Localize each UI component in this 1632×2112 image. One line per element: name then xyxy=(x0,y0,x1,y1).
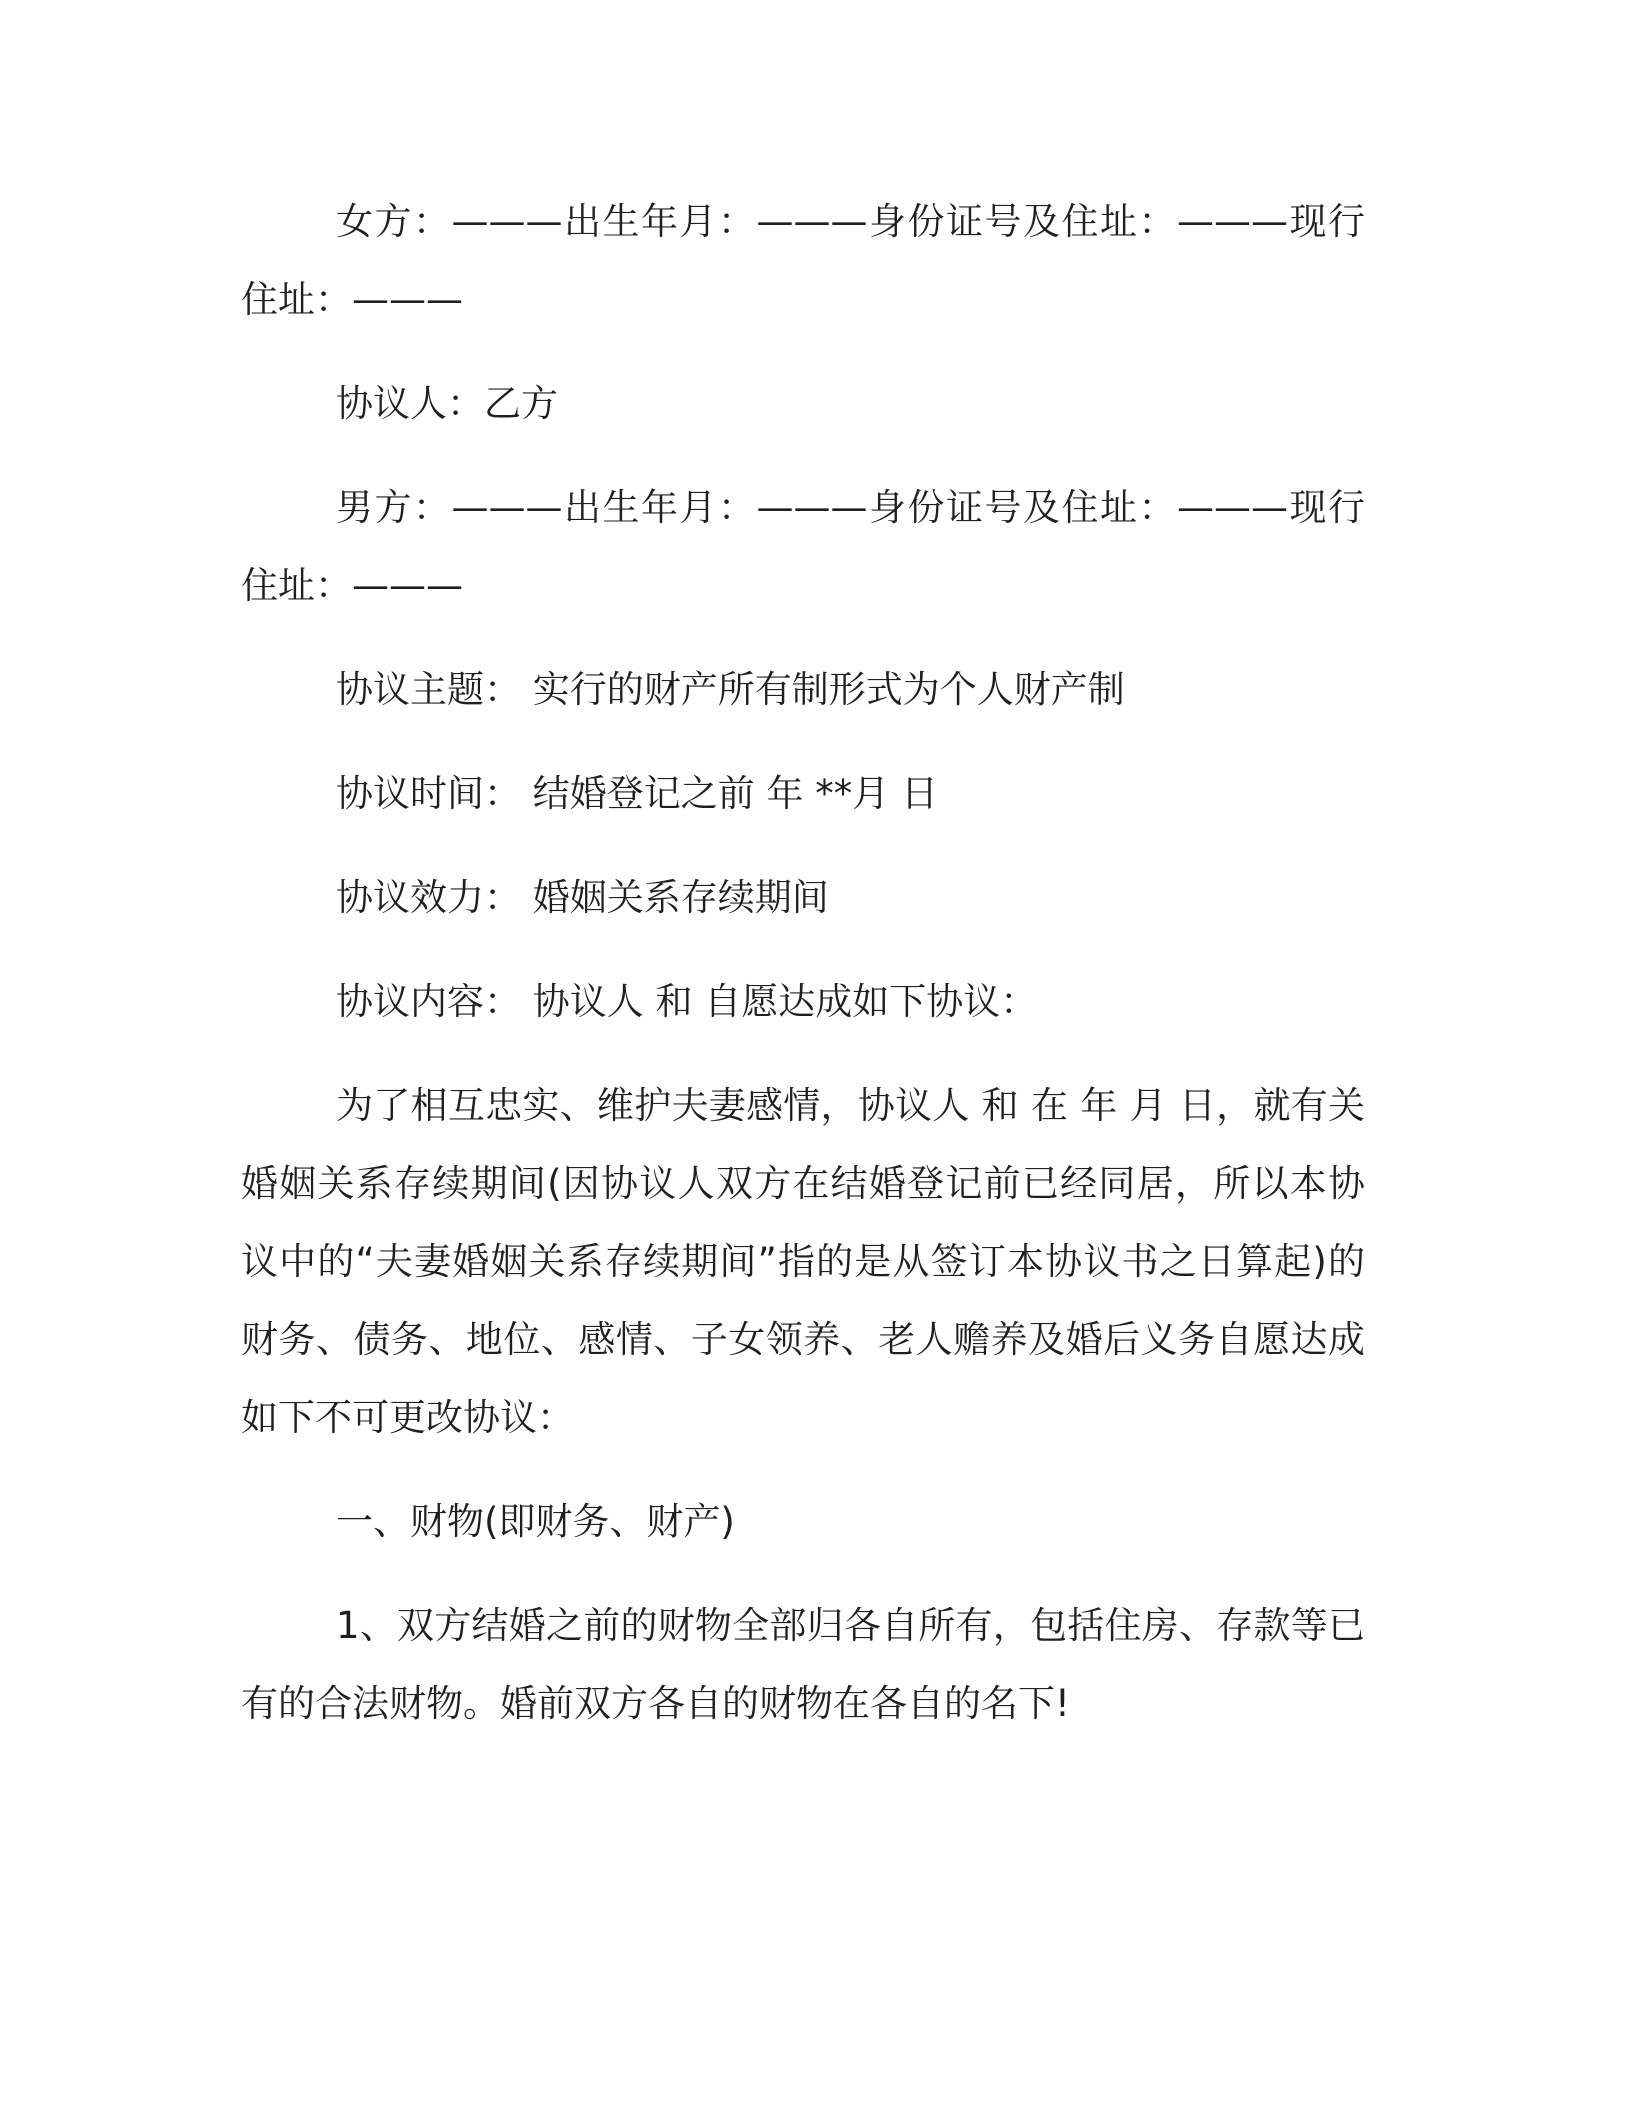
party-female-info: 女方：———出生年月：———身份证号及住址：———现行住址：——— xyxy=(241,200,1365,321)
party-b-label: 协议人：乙方 xyxy=(336,382,558,425)
party-male-info: 男方：———出生年月：———身份证号及住址：———现行住址：——— xyxy=(241,486,1365,607)
agreement-subject: 协议主题： 实行的财产所有制形式为个人财产制 xyxy=(336,668,1125,711)
agreement-time: 协议时间： 结婚登记之前 年 **月 日 xyxy=(336,772,939,815)
agreement-content-intro: 协议内容： 协议人 和 自愿达成如下协议： xyxy=(336,980,1038,1023)
clause-1: 1、双方结婚之前的财物全部归各自所有，包括住房、存款等已有的合法财物。婚前双方各自的财物在各自的名下! xyxy=(241,1604,1365,1725)
document-body xyxy=(241,183,1365,1769)
section-heading-property: 一、财物(即财务、财产) xyxy=(336,1500,735,1543)
agreement-preamble: 为了相互忠实、维护夫妻感情，协议人 和 在 年 月 日，就有关婚姻关系存续期间(因协议人双方在结婚登记前已经同居，所以本协议中的“夫妻婚姻关系存续期间”指的是从签订本协议书之日算起)的财务、债务、地位、感情、子女领养、老人赡养及婚后义务自愿达成如下不可更改协议： xyxy=(241,1084,1365,1439)
agreement-validity: 协议效力： 婚姻关系存续期间 xyxy=(336,876,829,919)
